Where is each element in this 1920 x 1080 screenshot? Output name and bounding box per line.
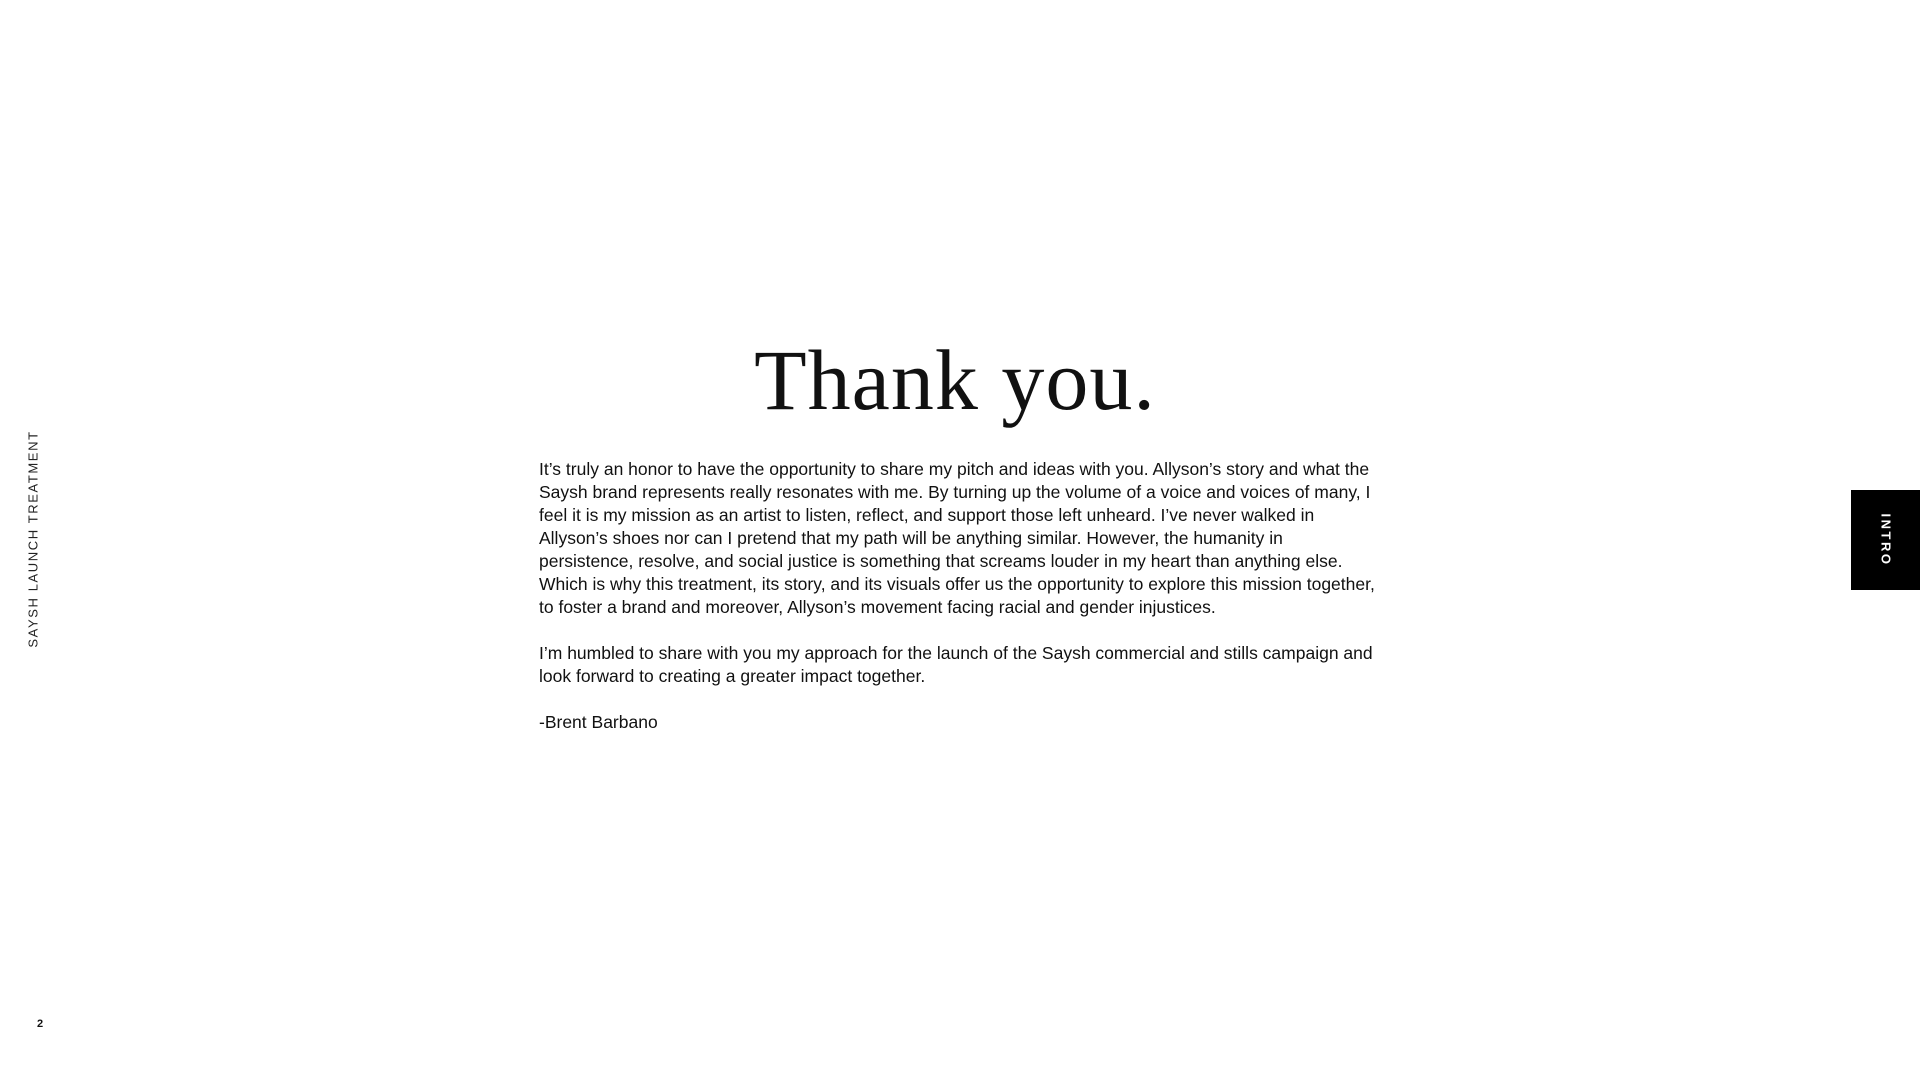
section-tab-intro[interactable]	[1851, 490, 1920, 590]
letter-signature: -Brent Barbano	[539, 712, 658, 732]
letter-content	[539, 330, 1379, 734]
section-tab-label: INTRO	[1878, 513, 1893, 567]
letter-paragraph-1: It’s truly an honor to have the opportunity to share my pitch and ideas with you. Allyson’s story and what the Saysh brand represents really resonates with me. By turning up the volume of a voice and voices of many, I feel it is my mission as an artist to listen, reflect, and support those left unheard. I’ve never walked in Allyson’s shoes nor can I pretend that my path will be anything similar. However, the humanity in persistence, resolve, and social justice is something that screams louder in my heart than anything else. Which is why this treatment, its story, and its visuals offer us the opportunity to explore this mission together, to foster a brand and moreover, Allyson’s movement facing racial and gender injustices.	[539, 459, 1375, 617]
page-title: Thank you.	[754, 332, 1156, 428]
letter-paragraph-2: I’m humbled to share with you my approach for the launch of the Saysh commercial and stills campaign and look forward to creating a greater impact together.	[539, 643, 1373, 686]
document-side-label: SAYSH LAUNCH TREATMENT	[25, 430, 41, 648]
page-number: 2	[37, 1018, 44, 1030]
